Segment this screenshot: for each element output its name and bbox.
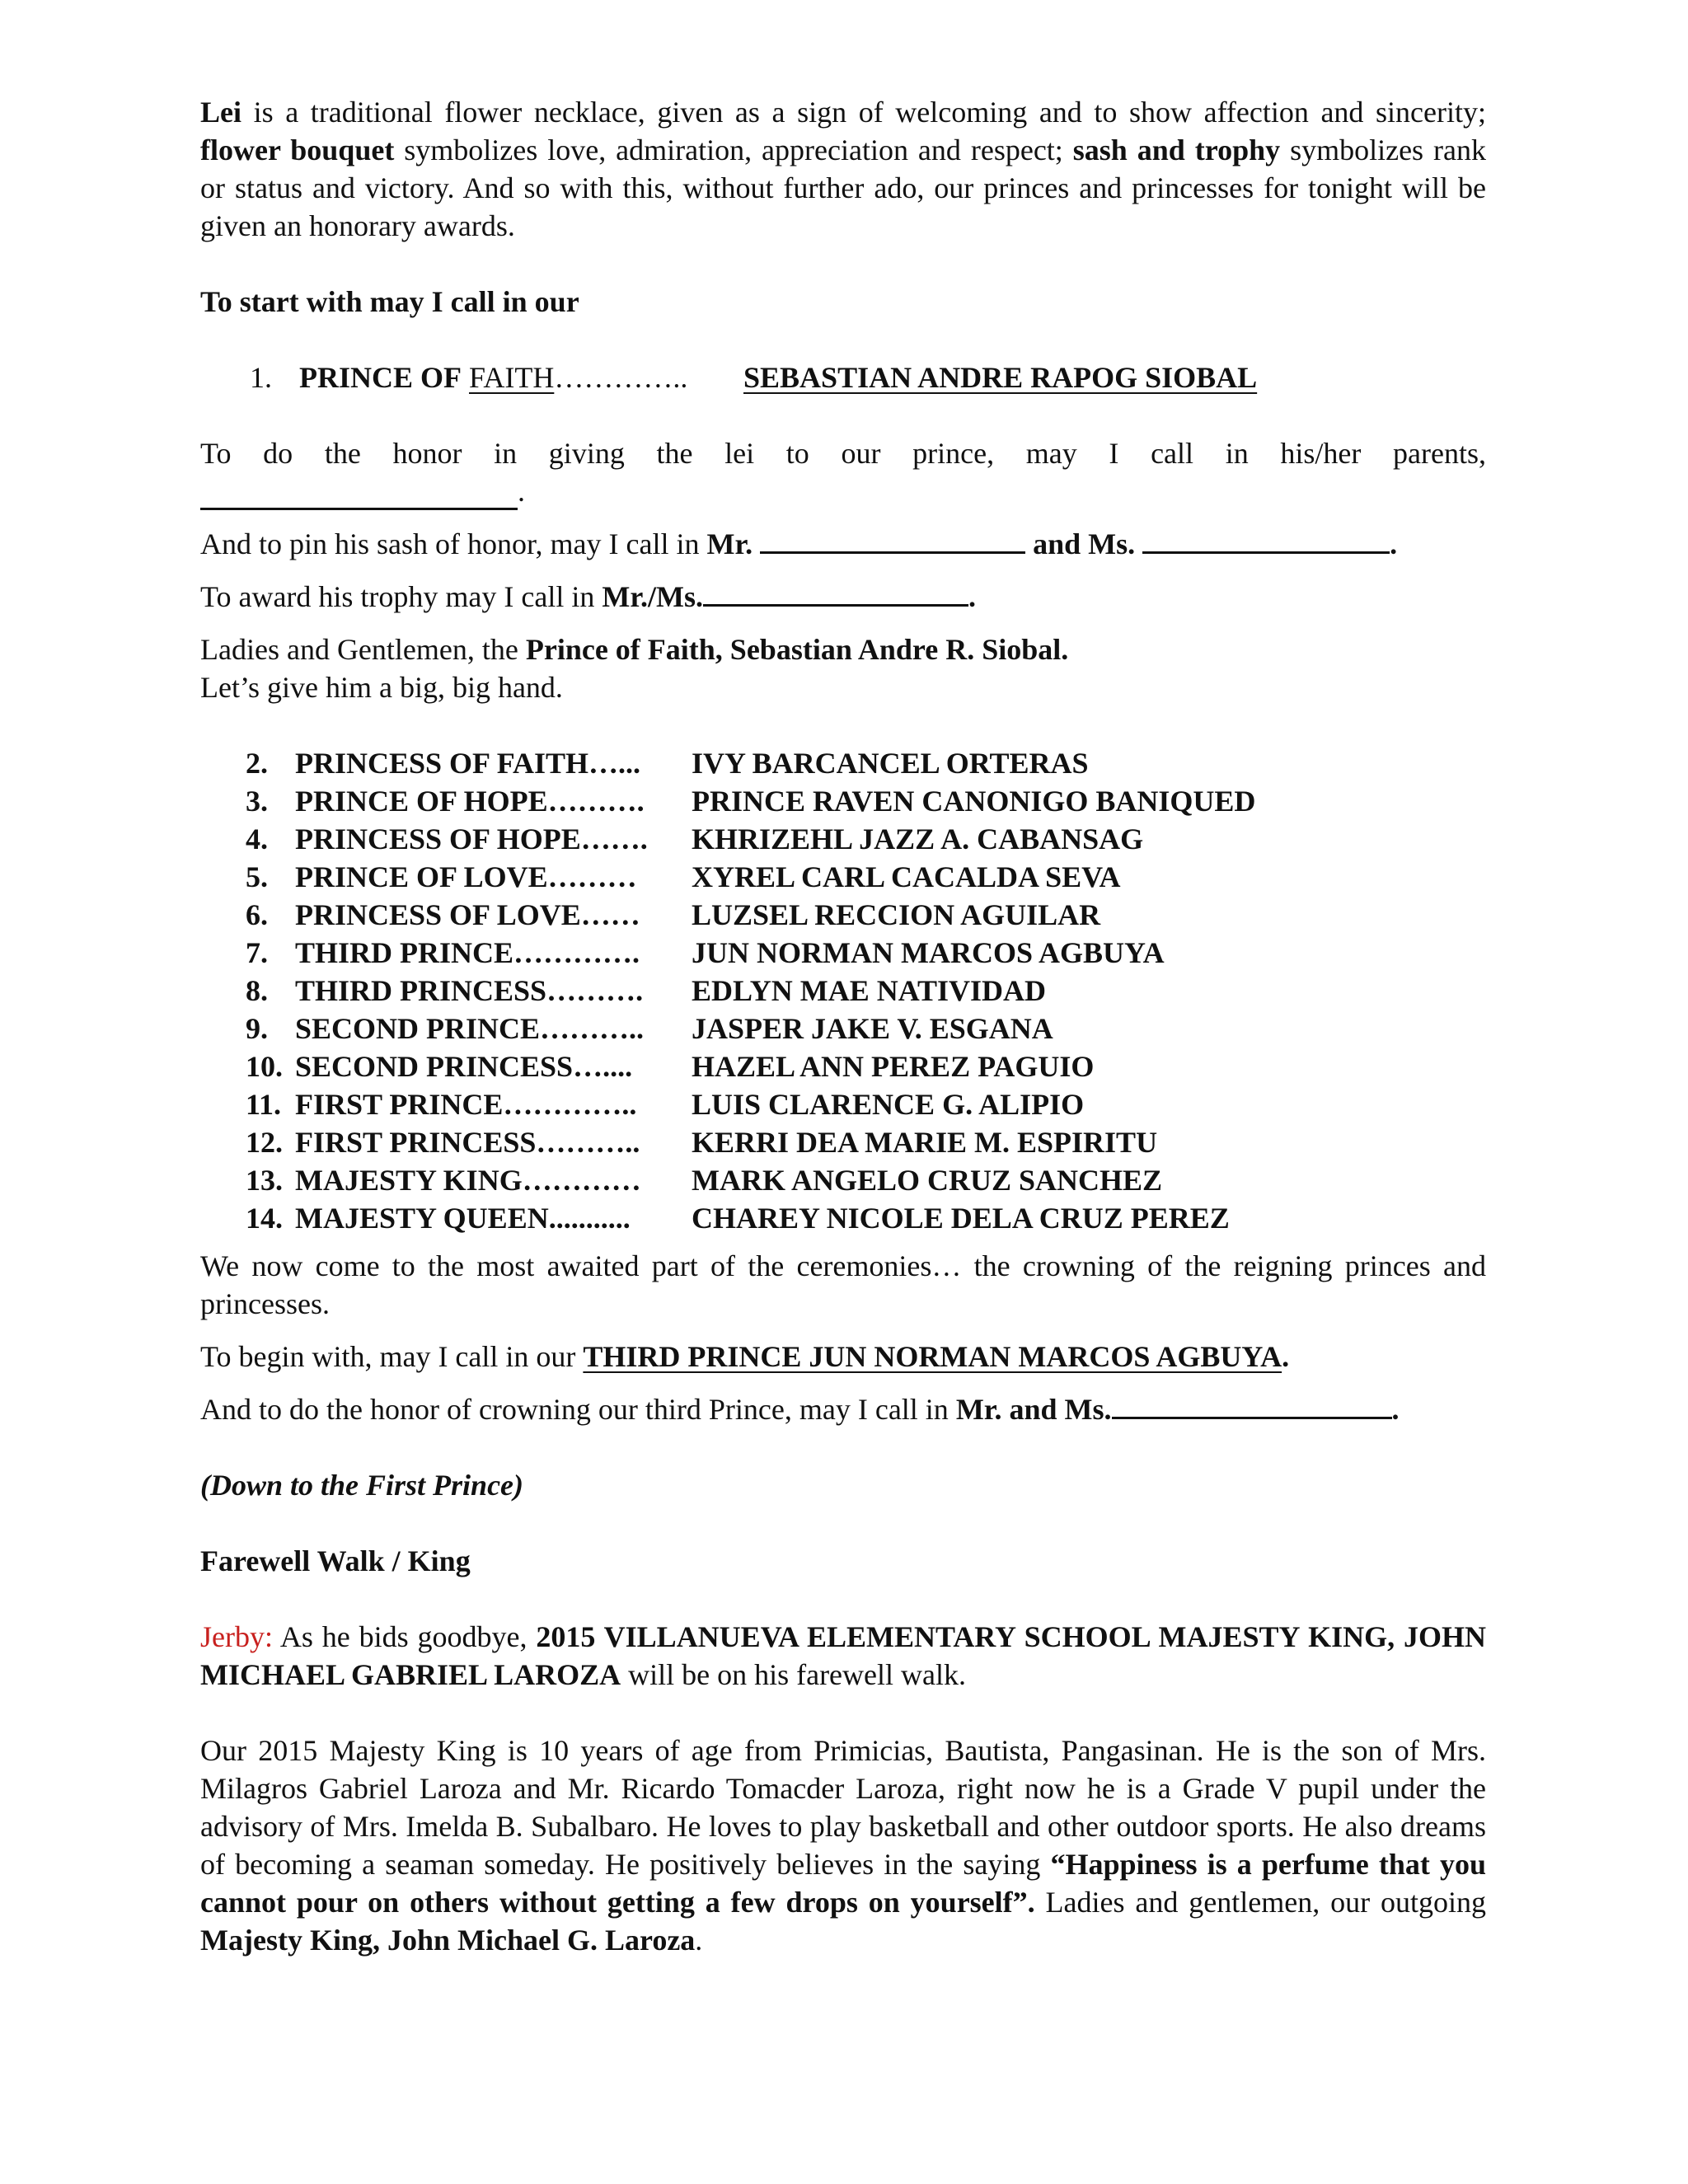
list-item — [200, 1010, 1486, 1047]
list-item — [200, 820, 1486, 858]
list-item — [200, 1161, 1486, 1199]
award-title: PRINCE OF HOPE………. — [295, 785, 645, 818]
first-award-name: SEBASTIAN ANDRE RAPOG SIOBAL — [743, 361, 1258, 394]
award-name: KERRI DEA MARIE M. ESPIRITU — [692, 1126, 1158, 1159]
list-item — [200, 744, 1486, 782]
lei-call-blank — [200, 472, 1486, 510]
down-note — [200, 1466, 1486, 1504]
award-number: 11. — [246, 1088, 282, 1121]
award-title: PRINCESS OF LOVE…… — [295, 898, 640, 931]
big-hand: Let’s give him a big, big hand. — [200, 671, 563, 704]
award-title: MAJESTY KING………… — [295, 1164, 641, 1197]
start-call-text: To start with may I call in our — [200, 285, 579, 318]
list-item — [200, 1047, 1486, 1085]
award-title: MAJESTY QUEEN........... — [295, 1202, 631, 1235]
sash-call — [200, 525, 1486, 563]
sash-ms-blank — [1142, 525, 1390, 554]
award-number: 9. — [246, 1012, 268, 1045]
list-item — [200, 896, 1486, 934]
award-name: XYREL CARL CACALDA SEVA — [692, 860, 1121, 893]
trophy-mrms: Mr./Ms. — [602, 580, 704, 613]
farewell-heading — [200, 1542, 1486, 1580]
award-name: EDLYN MAE NATIVIDAD — [692, 974, 1047, 1007]
award-title: PRINCESS OF HOPE……. — [295, 823, 648, 855]
award-name: LUZSEL RECCION AGUILAR — [692, 898, 1101, 931]
sash-text: symbolizes rank or status and victory. And so with this, without further ado, our princes and princesses for tonight will be given an honorary awards. — [200, 134, 1486, 242]
crown-call-text: And to do the honor of crowning our third Prince, may I call in — [200, 1393, 956, 1426]
award-title: PRINCESS OF FAITH…... — [295, 747, 641, 780]
award-title: FIRST PRINCE………….. — [295, 1088, 637, 1121]
farewell-end: will be on his farewell walk. — [621, 1658, 966, 1691]
speaker-label: Jerby: — [200, 1620, 273, 1653]
sash-mr: Mr. — [706, 527, 753, 560]
award-number: 2. — [246, 747, 268, 780]
farewell-paragraph — [200, 1618, 1486, 1694]
farewell-bold: 2015 VILLANUEVA ELEMENTARY SCHOOL MAJESTY KING, JOHN MICHAEL GABRIEL LAROZA — [200, 1620, 1486, 1691]
sash-call-text: And to pin his sash of honor, may I call in — [200, 527, 707, 560]
bio-bold-end: Majesty King, John Michael G. Laroza — [200, 1924, 696, 1957]
begin-end: . — [1282, 1340, 1290, 1373]
crown-call — [200, 1390, 1486, 1428]
awards-list — [200, 744, 1486, 1237]
trophy-call — [200, 578, 1486, 616]
first-award — [200, 359, 1486, 396]
intro-paragraph — [200, 93, 1486, 245]
award-name: IVY BARCANCEL ORTERAS — [692, 747, 1089, 780]
award-number: 4. — [246, 823, 268, 855]
list-item — [200, 934, 1486, 972]
farewell-heading-text: Farewell Walk / King — [200, 1544, 471, 1577]
document-page — [200, 93, 1486, 1959]
award-number: 5. — [246, 860, 268, 893]
crown-end: . — [1391, 1393, 1400, 1426]
award-name: MARK ANGELO CRUZ SANCHEZ — [692, 1164, 1163, 1197]
bio-paragraph — [200, 1732, 1486, 1959]
sash-ms: and Ms. — [1033, 527, 1136, 560]
parents-blank — [200, 481, 518, 510]
crown-blank — [1112, 1390, 1392, 1419]
crowning-paragraph: We now come to the most awaited part of the ceremonies… the crowning of the reigning princes and princesses. — [200, 1249, 1486, 1320]
begin-call — [200, 1338, 1486, 1376]
first-award-dots: ………….. — [554, 361, 688, 394]
list-item — [200, 1199, 1486, 1237]
bio-quote: “Happiness is a perfume that you cannot pour on others without getting a few drops on yourself”. — [200, 1848, 1486, 1919]
trophy-call-text: To award his trophy may I call in — [200, 580, 603, 613]
crown-call-bold: Mr. and Ms. — [955, 1393, 1112, 1426]
award-title: SECOND PRINCE……….. — [295, 1012, 645, 1045]
lei-call-end: . — [518, 475, 525, 508]
sash-mr-blank — [760, 525, 1025, 554]
list-item — [200, 1085, 1486, 1123]
first-award-number: 1. — [250, 361, 272, 394]
lei-call — [200, 434, 1486, 472]
award-name: LUIS CLARENCE G. ALIPIO — [692, 1088, 1085, 1121]
lei-term: Lei — [200, 96, 241, 129]
lei-text: is a traditional flower necklace, given as a sign of welcoming and to show affection and sincerity; — [241, 96, 1486, 129]
award-title: THIRD PRINCE…………. — [295, 936, 640, 969]
list-item — [200, 858, 1486, 896]
announce-text: Ladies and Gentlemen, the — [200, 633, 526, 666]
first-award-title-bold: PRINCE OF — [299, 361, 462, 394]
bio-end: . — [695, 1924, 703, 1957]
announce — [200, 630, 1486, 668]
list-item — [200, 1123, 1486, 1161]
award-number: 8. — [246, 974, 268, 1007]
award-number: 3. — [246, 785, 268, 818]
award-name: HAZEL ANN PEREZ PAGUIO — [692, 1050, 1095, 1083]
start-call — [200, 283, 1486, 321]
announce-bold: Prince of Faith, Sebastian Andre R. Siobal. — [525, 633, 1069, 666]
award-title: SECOND PRINCESS….... — [295, 1050, 633, 1083]
award-number: 14. — [246, 1202, 283, 1235]
award-title: FIRST PRINCESS……….. — [295, 1126, 640, 1159]
first-award-title — [299, 359, 743, 396]
award-name: JASPER JAKE V. ESGANA — [692, 1012, 1053, 1045]
award-number: 13. — [246, 1164, 283, 1197]
award-title: PRINCE OF LOVE……… — [295, 860, 637, 893]
award-name: KHRIZEHL JAZZ A. CABANSAG — [692, 823, 1144, 855]
begin-text: To begin with, may I call in our — [200, 1340, 584, 1373]
bouquet-term: flower bouquet — [200, 134, 395, 166]
list-item — [200, 782, 1486, 820]
bio-text: Our 2015 Majesty King is 10 years of age from Primicias, Bautista, Pangasinan. He is the son of Mrs. Milagros Gabriel Laroza and Mr. Ricardo Tomacder Laroza, right now he is a Grade V pupil under the advisory of Mrs. Imelda B. Subalbaro. He loves to play basketball and other outdoor sports. He also dreams of becoming a seaman someday. He positively believes in the saying — [200, 1734, 1486, 1881]
bio-after: Ladies and gentlemen, our outgoing — [1034, 1886, 1486, 1919]
award-number: 12. — [246, 1126, 283, 1159]
award-name: JUN NORMAN MARCOS AGBUYA — [692, 936, 1165, 969]
farewell-text: As he bids goodbye, — [272, 1620, 537, 1653]
award-name: CHAREY NICOLE DELA CRUZ PEREZ — [692, 1202, 1230, 1235]
sash-term: sash and trophy — [1072, 134, 1281, 166]
down-note-text: (Down to the First Prince) — [200, 1469, 524, 1502]
trophy-blank — [703, 578, 968, 607]
list-item — [200, 972, 1486, 1010]
trophy-end: . — [968, 580, 977, 613]
lei-call-text: To do the honor in giving the lei to our prince, may I call in his/her parents, — [200, 437, 1486, 470]
first-award-title-underlined: FAITH — [469, 361, 555, 394]
sash-end: . — [1390, 527, 1398, 560]
award-title: THIRD PRINCESS………. — [295, 974, 644, 1007]
begin-name: THIRD PRINCE JUN NORMAN MARCOS AGBUYA — [583, 1340, 1282, 1373]
bouquet-text: symbolizes love, admiration, appreciation and respect; — [394, 134, 1073, 166]
award-number: 7. — [246, 936, 268, 969]
award-name: PRINCE RAVEN CANONIGO BANIQUED — [692, 785, 1256, 818]
award-number: 6. — [246, 898, 268, 931]
award-number: 10. — [246, 1050, 283, 1083]
